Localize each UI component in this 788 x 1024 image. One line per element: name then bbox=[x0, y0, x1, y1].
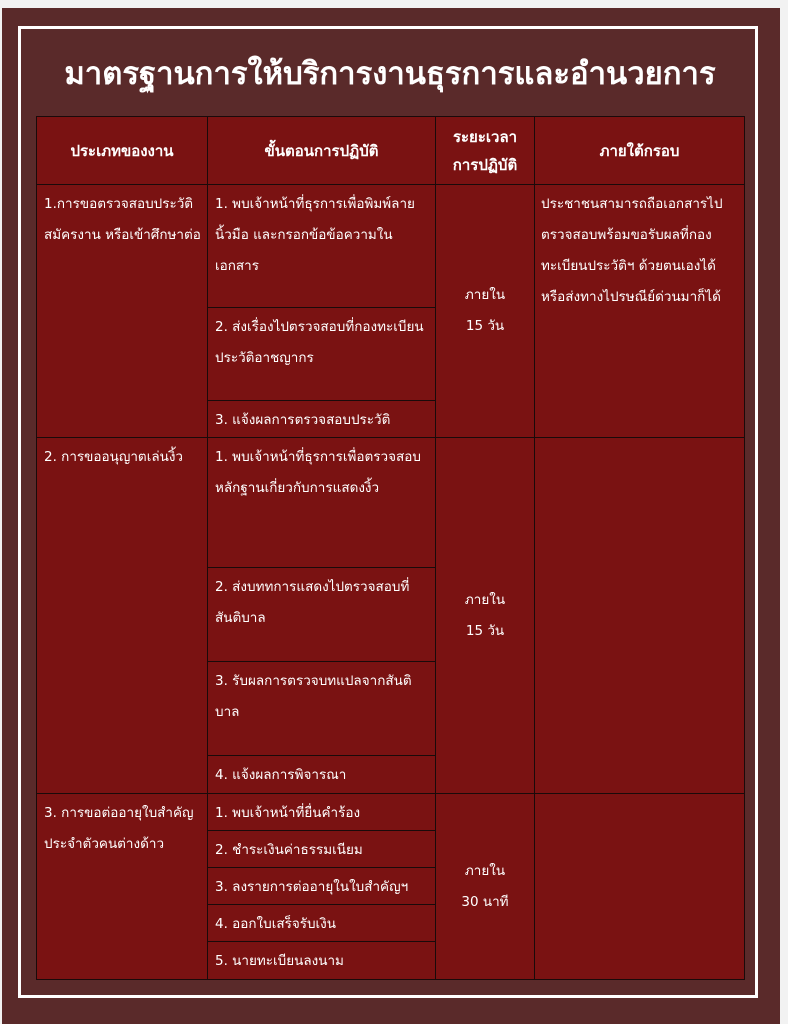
row2-time: ภายใน 15 วัน bbox=[436, 438, 535, 794]
table-row bbox=[37, 438, 745, 568]
row1-step2: 2. ส่งเรื่องไปตรวจสอบที่กองทะเบียน ประวัติอาชญากร bbox=[208, 308, 436, 401]
row2-type: 2. การขออนุญาตเล่นงิ้ว bbox=[37, 438, 208, 794]
page-title: มาตรฐานการให้บริการงานธุรการและอำนวยการ bbox=[64, 56, 716, 92]
row1-frame: ประชาชนสามารถถือเอกสารไปตรวจสอบพร้อมขอรับผลที่กองทะเบียนประวัติฯ ด้วยตนเองได้หรือส่งทางไปรษณีย์ด่วนมาก็ได้ bbox=[535, 185, 745, 438]
row1-step1: 1. พบเจ้าหน้าที่ธุรการเพื่อพิมพ์ลายนิ้วมือ และกรอกข้อข้อความในเอกสาร bbox=[208, 185, 436, 308]
row3-step4: 4. ออกใบเสร็จรับเงิน bbox=[208, 905, 436, 942]
row2-step4: 4. แจ้งผลการพิจารณา bbox=[208, 756, 436, 794]
table-row bbox=[37, 794, 745, 831]
row1-time: ภายใน 15 วัน bbox=[436, 185, 535, 438]
header-frame: ภายใต้กรอบ bbox=[535, 117, 745, 185]
row3-frame bbox=[535, 794, 745, 980]
header-time bbox=[436, 117, 535, 185]
header-steps: ขั้นตอนการปฏิบัติ bbox=[208, 117, 436, 185]
row3-time: ภายใน 30 นาที bbox=[436, 794, 535, 980]
row3-step3: 3. ลงรายการต่ออายุในใบสำคัญฯ bbox=[208, 868, 436, 905]
row3-step1: 1. พบเจ้าหน้าที่ยื่นคำร้อง bbox=[208, 794, 436, 831]
row2-step1: 1. พบเจ้าหน้าที่ธุรการเพื่อตรวจสอบ หลักฐานเกี่ยวกับการแสดงงิ้ว bbox=[208, 438, 436, 568]
row2-frame bbox=[535, 438, 745, 794]
service-standards-table bbox=[36, 116, 745, 980]
row2-step3: 3. รับผลการตรวจบทแปลจากสันติบาล bbox=[208, 662, 436, 756]
row1-step3: 3. แจ้งผลการตรวจสอบประวัติ bbox=[208, 401, 436, 438]
row2-step2: 2. ส่งบททการแสดงไปตรวจสอบที่สันติบาล bbox=[208, 568, 436, 662]
row3-step5: 5. นายทะเบียนลงนาม bbox=[208, 942, 436, 980]
header-time-line2: การปฏิบัติ bbox=[452, 155, 518, 174]
header-time-line1: ระยะเวลา bbox=[452, 127, 518, 146]
table-row bbox=[37, 185, 745, 308]
table-header-row bbox=[37, 117, 745, 185]
header-type: ประเภทของงาน bbox=[37, 117, 208, 185]
row1-type: 1.การขอตรวจสอบประวัติ สมัครงาน หรือเข้าศึกษาต่อ bbox=[37, 185, 208, 438]
row3-type: 3. การขอต่ออายุใบสำคัญประจำตัวคนต่างด้าว bbox=[37, 794, 208, 980]
row3-step2: 2. ชำระเงินค่าธรรมเนียม bbox=[208, 831, 436, 868]
